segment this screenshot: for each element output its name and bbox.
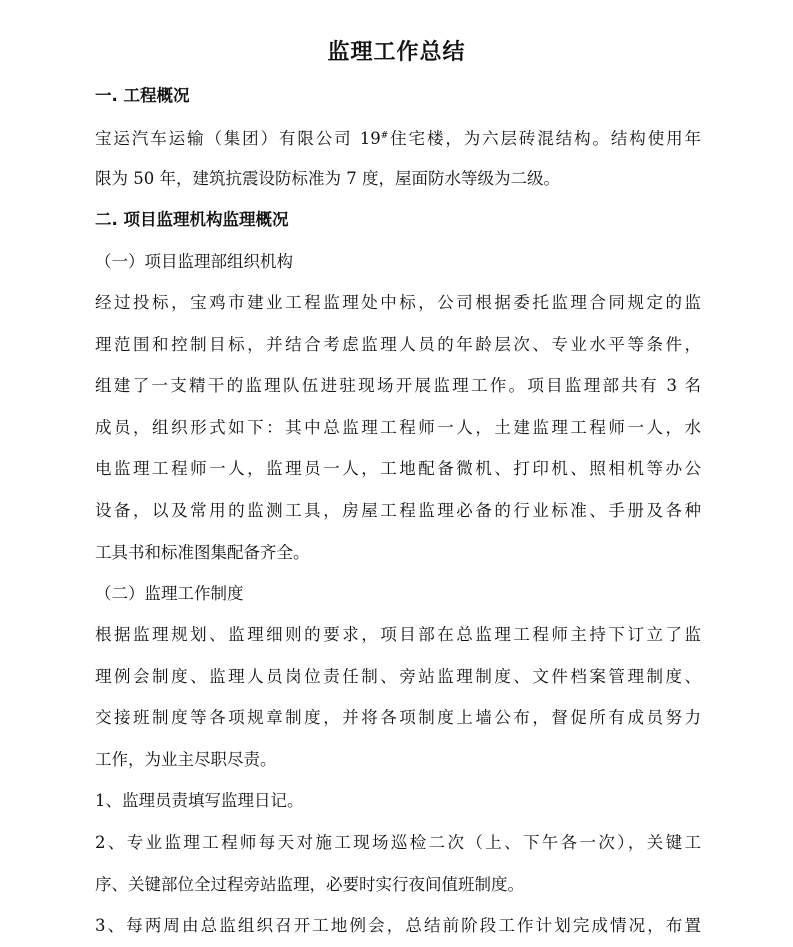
paragraph-line: 经过投标，宝鸡市建业工程监理处中标，公司根据委托监理合同规定的监 <box>95 293 701 312</box>
paragraph-line: 工作，为业主尽职尽责。 <box>95 749 277 769</box>
organization-paragraph <box>95 282 701 573</box>
list-item-3-line: 3、每两周由总监组织召开工地例会，总结前阶段工作计划完成情况，布置 <box>95 916 701 936</box>
section-heading-supervision: 二. 项目监理机构监理概况 <box>95 210 289 229</box>
paragraph-line: 理范围和控制目标，并结合考虑监理人员的年龄层次、专业水平等条件， <box>95 334 701 354</box>
list-item-2-line: 2、专业监理工程师每天对施工现场巡检二次（上、下午各一次），关键工 <box>95 832 701 852</box>
paragraph-line: 工具书和标准图集配备齐全。 <box>95 542 310 562</box>
rules-paragraph <box>95 614 701 947</box>
paragraph-line: 组建了一支精干的监理队伍进驻现场开展监理工作。项目监理部共有 3 名 <box>95 376 701 396</box>
paragraph-line: 限为 50 年，建筑抗震设防标准为 7 度，屋面防水等级为二级。 <box>95 168 560 188</box>
page-title: 监理工作总结 <box>327 40 466 65</box>
list-item-1: 1、监理员责填写监理日记。 <box>95 791 304 811</box>
superscript-mark: # <box>380 131 389 141</box>
paragraph-line: 设备，以及常用的监测工具，房屋工程监理必备的行业标准、手册及各种 <box>95 500 701 520</box>
overview-paragraph <box>95 116 701 199</box>
paragraph-line: 宝运汽车运输（集团）有限公司 19#住宅楼，为六层砖混结构。结构使用年 <box>95 129 701 148</box>
paragraph-line: 理例会制度、监理人员岗位责任制、旁站监理制度、文件档案管理制度、 <box>95 666 701 686</box>
subsection-heading-rules: （二）监理工作制度 <box>95 584 244 603</box>
subsection-heading-organization: （一）项目监理部组织机构 <box>95 252 293 271</box>
list-item-2-line: 序、关键部位全过程旁站监理，必要时实行夜间值班制度。 <box>95 874 524 894</box>
paragraph-line: 成员，组织形式如下：其中总监理工程师一人，土建监理工程师一人，水 <box>95 417 701 437</box>
paragraph-line: 交接班制度等各项规章制度，并将各项制度上墙公布，督促所有成员努力 <box>95 708 701 728</box>
section-heading-overview: 一. 工程概况 <box>95 86 190 105</box>
paragraph-line: 电监理工程师一人，监理员一人，工地配备微机、打印机、照相机等办公 <box>95 459 701 479</box>
paragraph-line: 根据监理规划、监理细则的要求，项目部在总监理工程师主持下订立了监 <box>95 625 701 644</box>
